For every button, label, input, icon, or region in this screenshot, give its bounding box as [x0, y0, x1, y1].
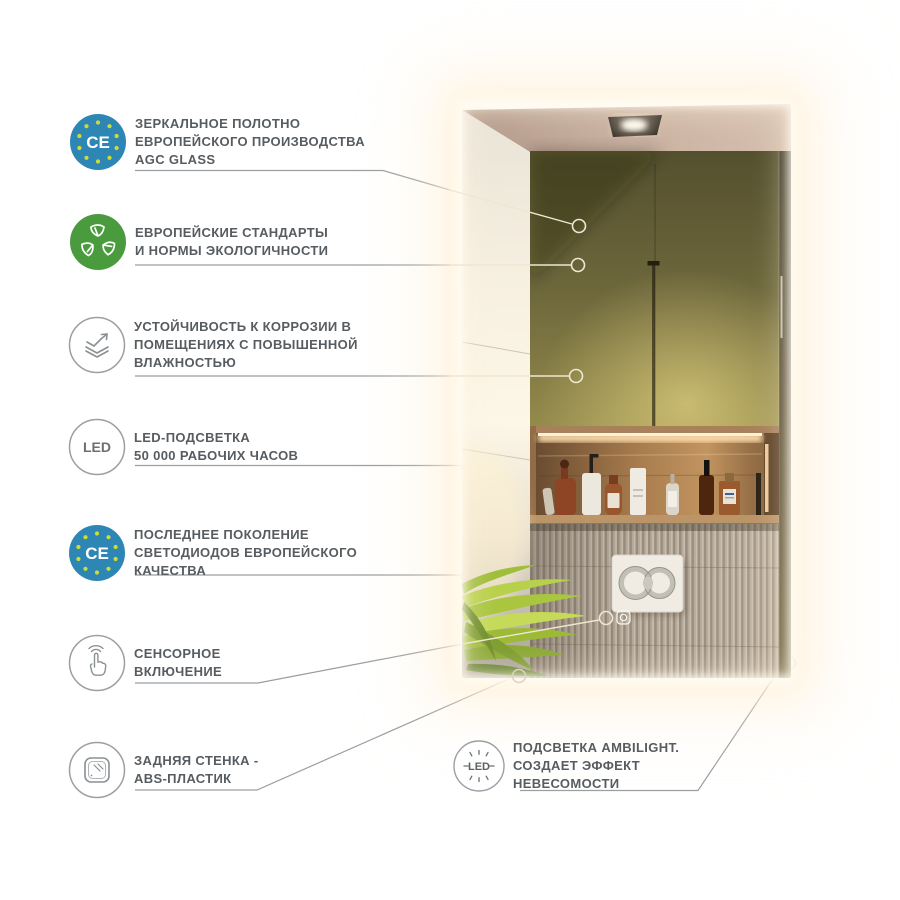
feature-led-lifetime	[68, 418, 298, 476]
led-glow-icon	[453, 740, 505, 792]
feature-abs-back-panel	[68, 741, 259, 799]
feature-text: ЗАДНЯЯ СТЕНКА - ABS-ПЛАСТИК	[134, 753, 259, 786]
ce-badge-icon	[68, 524, 126, 582]
svg-text:LED: LED	[468, 761, 490, 773]
ce-badge-icon	[69, 113, 127, 171]
feature-agc-glass	[69, 113, 365, 171]
feature-eco-standards	[69, 213, 328, 271]
feature-text: СЕНСОРНОЕ ВКЛЮЧЕНИЕ	[134, 646, 223, 679]
feature-text: ЕВРОПЕЙСКИЕ СТАНДАРТЫ И НОРМЫ ЭКОЛОГИЧНОСТИ	[135, 225, 329, 258]
touch-sensor-mark[interactable]	[617, 611, 630, 624]
feature-text: LED-ПОДСВЕТКА 50 000 РАБОЧИХ ЧАСОВ	[134, 430, 299, 463]
feature-ambilight	[453, 739, 679, 793]
feature-corrosion-resistance	[68, 316, 358, 374]
svg-text:LED: LED	[83, 439, 111, 455]
mirror-product-photo	[462, 104, 791, 678]
flush-plate	[612, 555, 686, 616]
feature-text: УСТОЙЧИВОСТЬ К КОРРОЗИИ В ПОМЕЩЕНИЯХ С ПОВЫШЕННОЙ ВЛАЖНОСТЬЮ	[134, 319, 358, 370]
feature-touch-switch	[68, 634, 222, 692]
touch-icon	[68, 634, 126, 692]
ceiling-spotlight	[608, 115, 662, 137]
svg-text:CE: CE	[86, 133, 110, 152]
abs-panel-icon	[68, 741, 126, 799]
svg-text:CE: CE	[85, 544, 109, 563]
shelf-niche	[530, 426, 779, 526]
feature-text: ЗЕРКАЛЬНОЕ ПОЛОТНО ЕВРОПЕЙСКОГО ПРОИЗВОДСТВА AGC GLASS	[135, 116, 365, 167]
mirror-reflection	[462, 104, 791, 678]
feature-text: ПОДСВЕТКА AMBILIGHT. СОЗДАЕТ ЭФФЕКТ НЕВЕСОМОСТИ	[513, 740, 680, 791]
eco-leaves-icon	[69, 213, 127, 271]
callout-line-agc	[135, 171, 450, 191]
moisture-layers-icon	[68, 316, 126, 374]
feature-led-generation	[68, 524, 357, 582]
cabinet-handle	[652, 264, 655, 426]
reflection-right-wall-edge	[779, 151, 791, 678]
led-circle-icon	[68, 418, 126, 476]
feature-text: ПОСЛЕДНЕЕ ПОКОЛЕНИЕ СВЕТОДИОДОВ ЕВРОПЕЙСКОГО КАЧЕСТВА	[134, 527, 358, 578]
